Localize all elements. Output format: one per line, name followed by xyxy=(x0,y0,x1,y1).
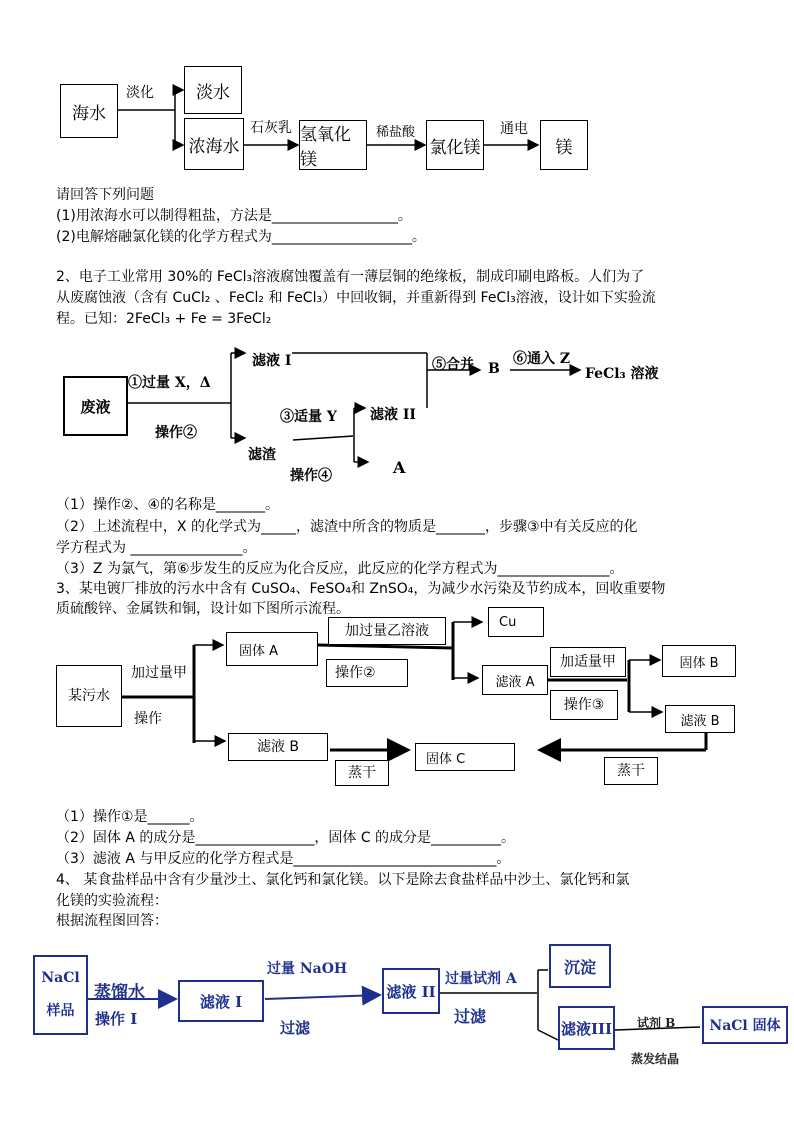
box-label: 加适量甲 xyxy=(560,654,616,670)
box-label: 蒸干 xyxy=(348,765,376,781)
box-mg-cl xyxy=(426,120,484,170)
q4-line3: 根据流程图回答： xyxy=(56,913,168,929)
q1-prompt: 请回答下列问题 xyxy=(56,187,154,203)
box-seawater xyxy=(60,84,118,138)
label-filtrate1: 滤液 I xyxy=(252,353,292,369)
q2-line2: 从废腐蚀液（含有 CuCl₂ 、FeCl₂ 和 FeCl₃）中回收铜，并重新得到 FeCl₃溶液，设计如下实验流 xyxy=(56,290,656,306)
q3-sub1: （1）操作①是______。 xyxy=(56,809,204,825)
label-naoh: 过量 NaOH xyxy=(267,961,348,977)
q3-sub2: （2）固体 A 的成分是_________________，固体 C 的成分是__________。 xyxy=(56,830,516,846)
box-solid-b xyxy=(662,645,736,677)
label-step1: ①过量 X，Δ xyxy=(128,375,211,391)
box-filtrate1 xyxy=(178,980,264,1022)
label-op1: 操作 I xyxy=(95,1010,138,1028)
label-filter1: 过滤 xyxy=(280,1019,311,1037)
box-evap1 xyxy=(335,760,389,786)
q2-sub1: （1）操作②、④的名称是_______。 xyxy=(56,497,280,513)
label-step6: ⑥通入 Z xyxy=(513,351,571,367)
box-label: Cu xyxy=(499,614,517,630)
box-label: 操作③ xyxy=(563,697,605,713)
label-filter2: 过滤 xyxy=(454,1007,487,1026)
label-filtrate2: 滤液 II xyxy=(370,407,416,423)
label-op2: 操作② xyxy=(155,425,197,441)
box-label: 固体 B xyxy=(679,655,719,671)
label-desal: 淡化 xyxy=(126,85,154,101)
label-evap: 蒸发结晶 xyxy=(631,1052,680,1066)
box-solid-c xyxy=(415,743,515,771)
box-mg xyxy=(540,120,588,170)
box-add-a2 xyxy=(550,647,626,677)
label-step5: ⑤合并 xyxy=(432,357,474,373)
box-label: 滤液III xyxy=(560,1019,613,1038)
q4-line2: 化镁的实验流程： xyxy=(56,893,168,909)
box-freshwater xyxy=(184,66,242,114)
box-label: 淡水 xyxy=(196,82,230,103)
box-add-b xyxy=(328,617,446,645)
label-electrolysis: 通电 xyxy=(500,121,528,137)
box-label: 废液 xyxy=(80,397,111,416)
label-water: 蒸馏水 xyxy=(94,983,145,1003)
q2-sub3: （3）Z 为氯气，第⑥步发生的反应为化合反应，此反应的化学方程式为________________。 xyxy=(56,561,624,577)
box-solid-a xyxy=(226,632,318,666)
box-brine xyxy=(184,118,244,170)
box-label: 蒸干 xyxy=(617,763,645,779)
box-label: 某污水 xyxy=(68,688,110,704)
q3-line1: 3、某电镀厂排放的污水中含有 CuSO₄、FeSO₄和 ZnSO₄，为减少水污染及节约成本，回收重要物 xyxy=(56,581,666,597)
box-label: NaCl 固体 xyxy=(709,1018,781,1034)
label-product: FeCl₃ 溶液 xyxy=(585,366,659,382)
box-label: 固体 C xyxy=(426,751,466,767)
label-a: A xyxy=(393,458,406,477)
box-label: 操作② xyxy=(335,665,376,681)
q3-sub3: （3）滤液 A 与甲反应的化学方程式是_____________________________。 xyxy=(56,851,511,867)
box-label: 加过量乙溶液 xyxy=(345,623,429,639)
box-filtrate-b xyxy=(228,733,328,761)
box-label: 浓海水 xyxy=(188,136,240,157)
box-label: 氯化镁 xyxy=(429,137,481,158)
box-nacl-solid xyxy=(702,1006,788,1044)
box-label: 沉淀 xyxy=(563,957,596,977)
box-label: 海水 xyxy=(72,103,106,124)
label-add-a: 加过量甲 xyxy=(131,665,187,681)
q1-part2: (2)电解熔融氯化镁的化学方程式为____________________。 xyxy=(56,229,426,245)
label-lime-milk: 石灰乳 xyxy=(250,120,292,136)
label-residue: 滤渣 xyxy=(248,447,276,463)
box-label: 滤液 I xyxy=(199,992,243,1011)
box-label: 滤液 II xyxy=(386,982,436,1001)
box-label-line2: 样品 xyxy=(46,1003,75,1019)
box-sewage xyxy=(56,665,122,727)
label-op: 操作 xyxy=(134,711,162,727)
box-op3 xyxy=(550,690,618,720)
box-precip xyxy=(549,944,611,988)
box-filtrate-b-right xyxy=(665,705,735,733)
box-label: 滤液 B xyxy=(256,739,300,755)
box-evap2 xyxy=(604,757,658,785)
box-filtrate2 xyxy=(382,968,440,1014)
label-b: B xyxy=(488,361,500,377)
q2-sub2a: （2）上述流程中，X 的化学式为_____，滤渣中所含的物质是_______，步骤③中有关反应的化 xyxy=(56,519,638,535)
label-dilute-hcl: 稀盐酸 xyxy=(376,125,416,140)
label-reagent-a: 过量试剂 A xyxy=(445,971,517,987)
box-label: 固体 A xyxy=(239,643,279,659)
q2-sub2b: 学方程式为 ________________。 xyxy=(56,540,257,556)
label-reagent-b: 试剂 B xyxy=(637,1016,676,1030)
box-cu xyxy=(488,607,544,637)
box-label: 镁 xyxy=(555,137,573,158)
q1-part1: (1)用浓海水可以制得粗盐，方法是__________________。 xyxy=(56,208,412,224)
label-op4: 操作④ xyxy=(290,468,332,484)
label-step3: ③适量 Y xyxy=(280,409,337,425)
box-filtrate-a xyxy=(482,665,548,695)
box-label: 滤液 B xyxy=(680,713,720,729)
q3-line2: 质硫酸锌、金属铁和铜，设计如下图所示流程。 xyxy=(56,601,350,617)
q4-line1: 4、 某食盐样品中含有少量沙土、氯化钙和氯化镁。以下是除去食盐样品中沙土、氯化钙和氯 xyxy=(56,872,630,888)
box-op2 xyxy=(326,659,408,687)
box-label: 滤液 A xyxy=(495,674,535,690)
q2-line3: 程。已知：2FeCl₃ + Fe = 3FeCl₂ xyxy=(56,311,272,327)
box-label: 氢氧化镁 xyxy=(300,125,351,170)
box-filtrate3 xyxy=(558,1006,615,1050)
box-waste-liquid xyxy=(63,376,128,436)
q2-line1: 2、电子工业常用 30%的 FeCl₃溶液腐蚀覆盖有一薄层铜的绝缘板，制成印刷电路板。人们为了 xyxy=(56,269,645,285)
box-label-line1: NaCl xyxy=(41,970,80,986)
box-nacl-sample xyxy=(33,955,88,1035)
box-mg-oh xyxy=(299,120,367,170)
